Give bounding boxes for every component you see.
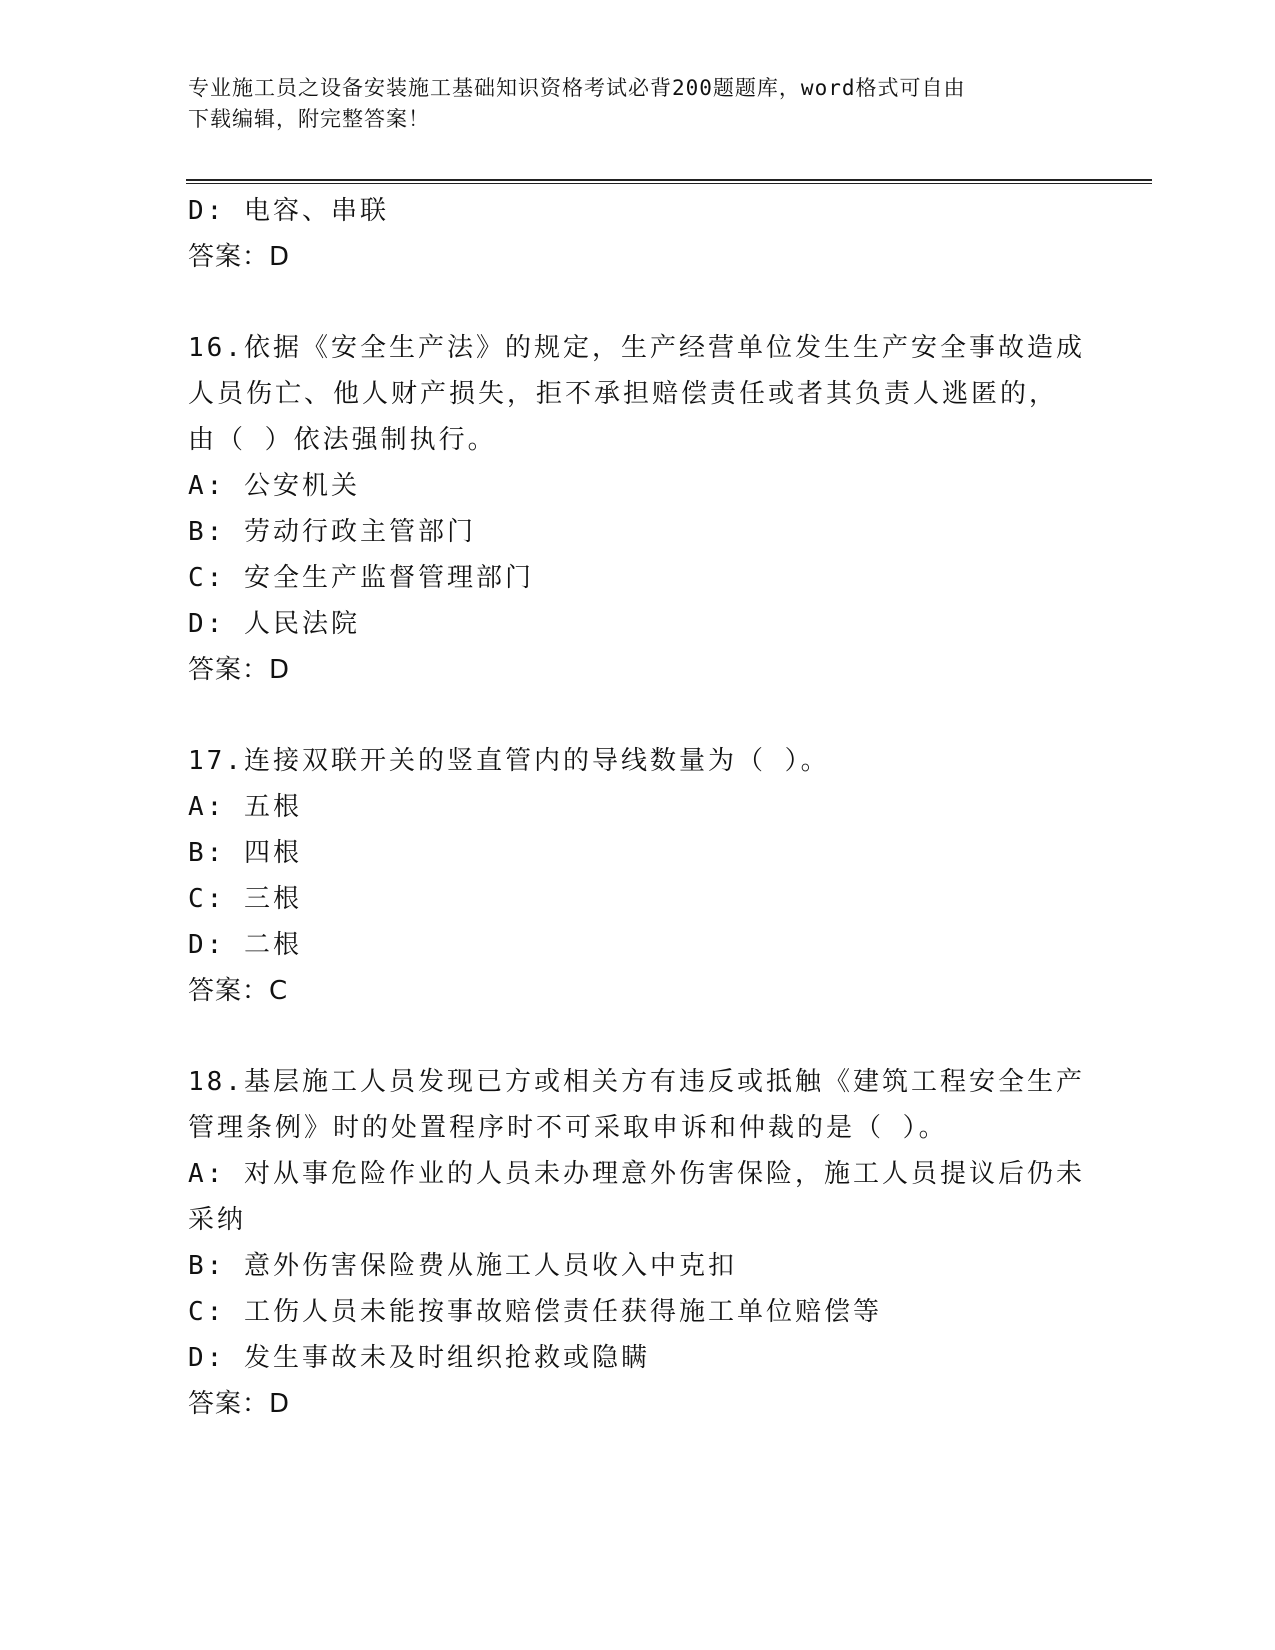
option-b: B: 劳动行政主管部门 — [188, 517, 476, 547]
option-b: B: 意外伤害保险费从施工人员收入中克扣 — [188, 1251, 737, 1281]
option-a: A: 对从事危险作业的人员未办理意外伤害保险，施工人员提议后仍未 — [188, 1159, 1085, 1189]
question-text: 18.基层施工人员发现已方或相关方有违反或抵触《建筑工程安全生产 — [188, 1067, 1085, 1097]
header-divider-thick — [186, 179, 1152, 181]
option-b: B: 四根 — [188, 838, 302, 868]
document-header — [188, 73, 1068, 135]
previous-question-tail — [188, 188, 1088, 280]
header-line-2: 下载编辑，附完整答案！ — [188, 107, 430, 131]
option-a: A: 公安机关 — [188, 471, 360, 501]
option-d: D: 人民法院 — [188, 609, 360, 639]
header-line-1: 专业施工员之设备安装施工基础知识资格考试必背200题题库，word格式可自由 — [188, 76, 966, 100]
question-16 — [188, 325, 1088, 693]
option-d: D: 二根 — [188, 930, 302, 960]
option-d: D: 电容、串联 — [188, 196, 389, 226]
question-text: 人员伤亡、他人财产损失，拒不承担赔偿责任或者其负责人逃匿的， — [188, 379, 1059, 409]
option-d: D: 发生事故未及时组织抢救或隐瞒 — [188, 1343, 650, 1373]
header-divider-thin — [186, 183, 1152, 184]
answer: 答案：D — [188, 242, 291, 272]
option-c: C: 三根 — [188, 884, 302, 914]
answer: 答案：D — [188, 1389, 291, 1419]
question-text: 17.连接双联开关的竖直管内的导线数量为（ ）。 — [188, 746, 830, 776]
option-c: C: 安全生产监督管理部门 — [188, 563, 534, 593]
answer: 答案：C — [188, 976, 289, 1006]
question-text: 由（ ）依法强制执行。 — [188, 425, 497, 455]
question-17 — [188, 738, 1088, 1014]
question-text: 16.依据《安全生产法》的规定，生产经营单位发生生产安全事故造成 — [188, 333, 1085, 363]
answer: 答案：D — [188, 655, 291, 685]
question-18 — [188, 1059, 1088, 1427]
option-a: A: 五根 — [188, 792, 302, 822]
question-text: 管理条例》时的处置程序时不可采取申诉和仲裁的是（ ）。 — [188, 1113, 948, 1143]
option-a-continued: 采纳 — [188, 1205, 247, 1235]
option-c: C: 工伤人员未能按事故赔偿责任获得施工单位赔偿等 — [188, 1297, 882, 1327]
question-content — [188, 188, 1088, 1427]
